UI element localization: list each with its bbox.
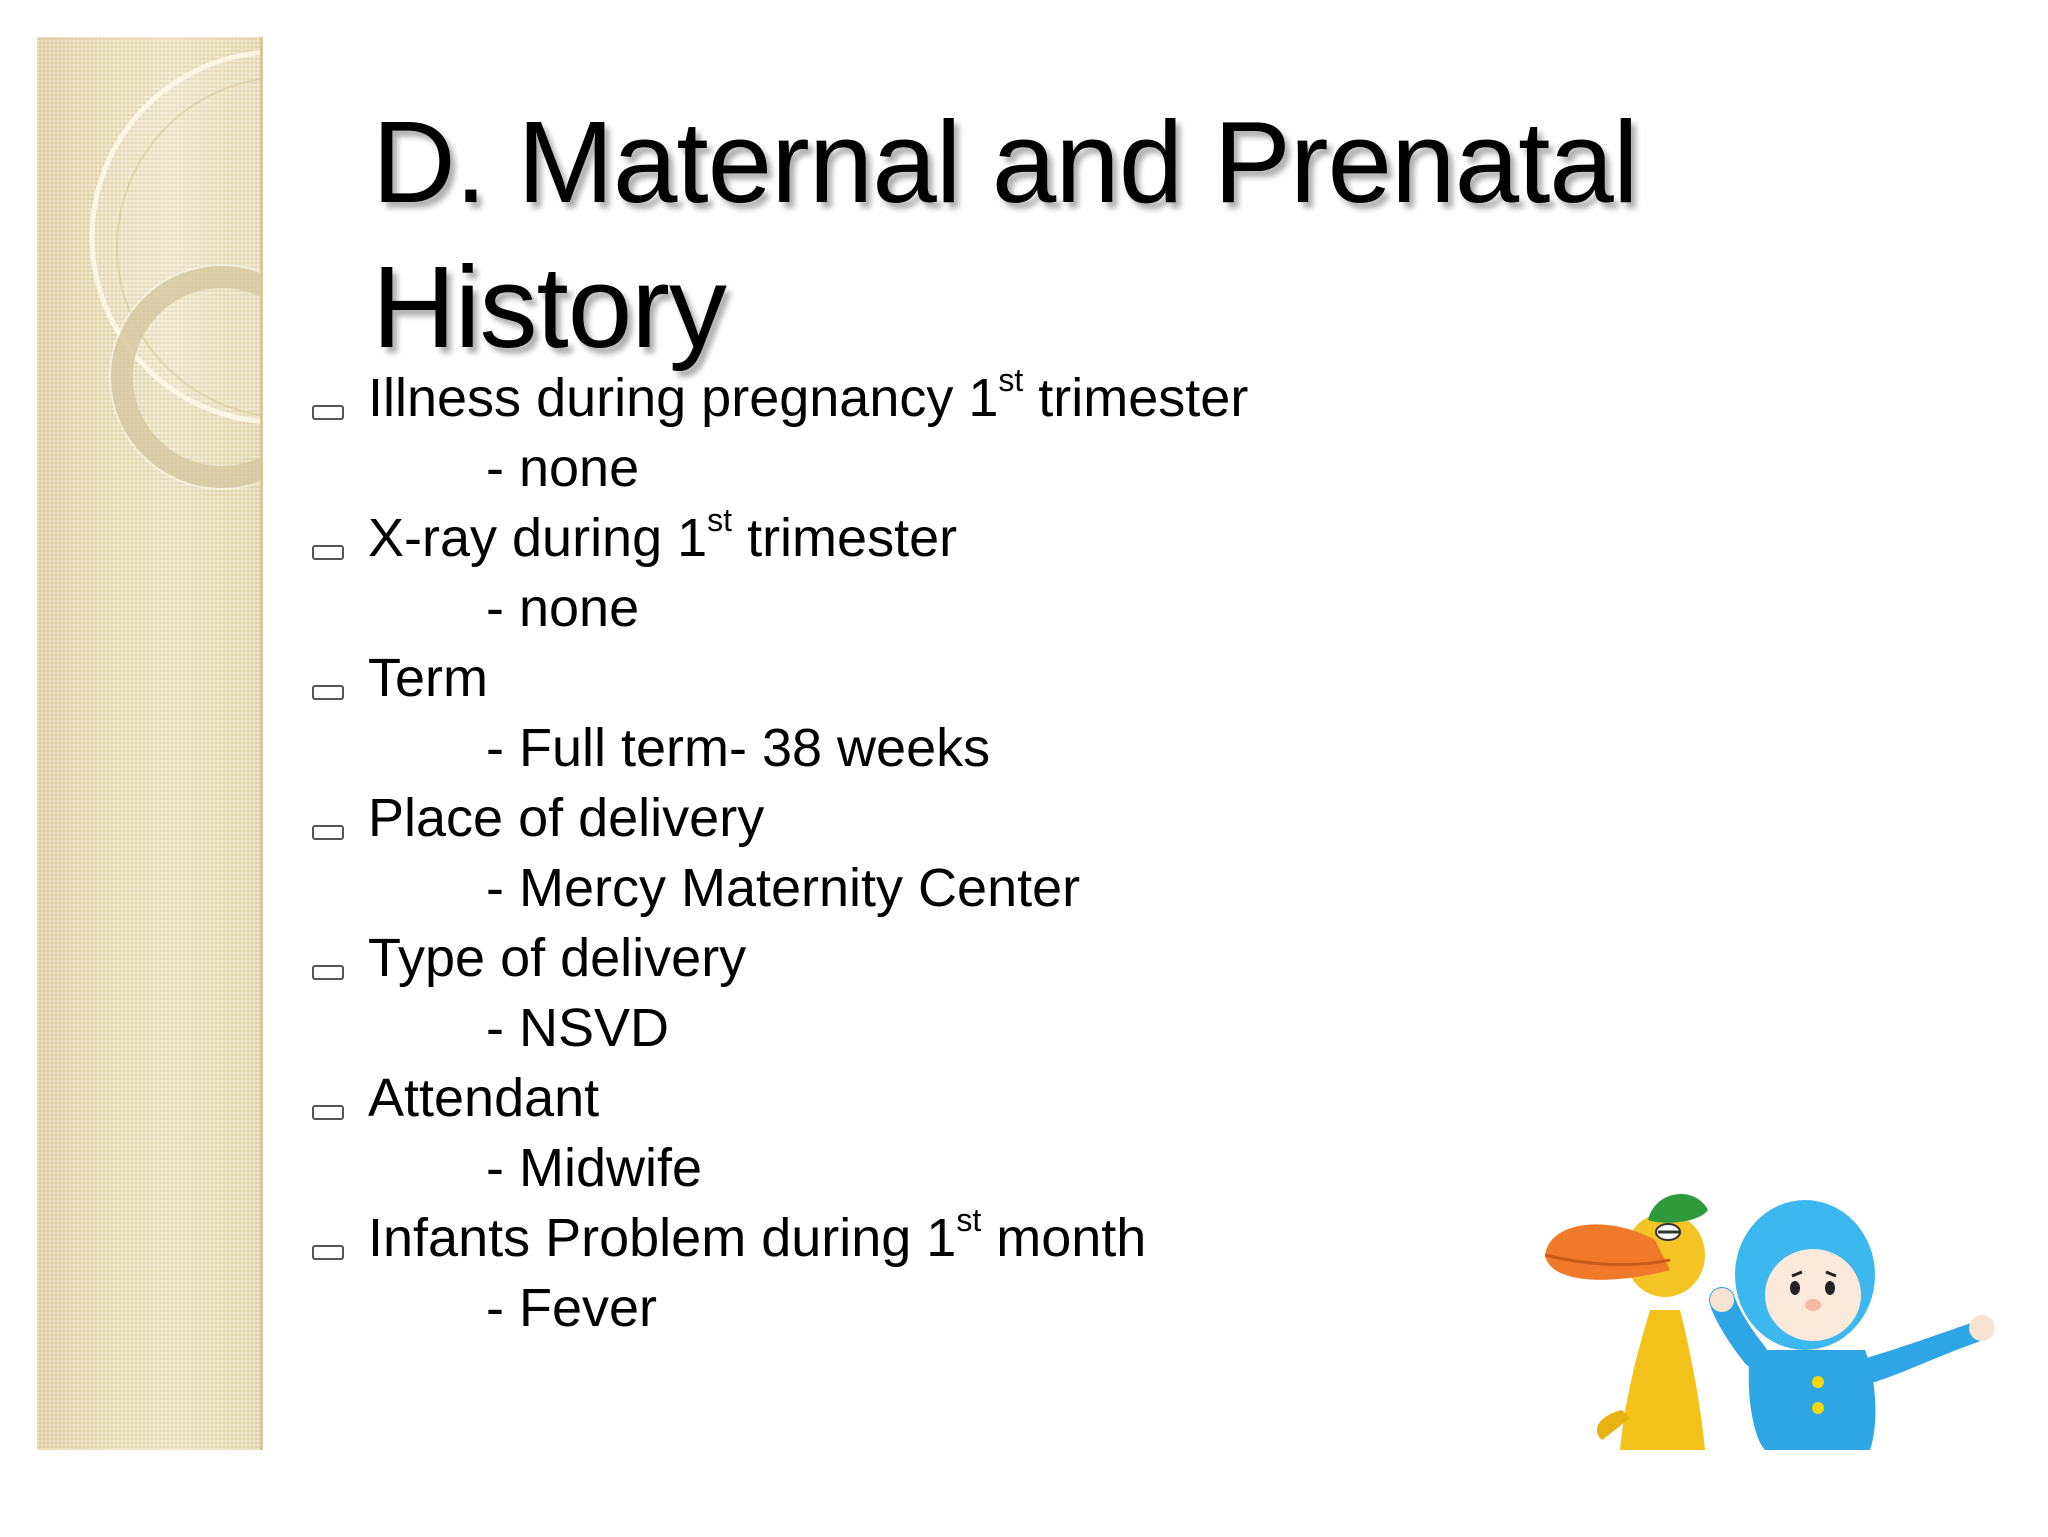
side-decoration-panel [37,37,260,1450]
bullet-detail: - none [486,578,640,638]
bullet-rectangle-icon [312,1245,344,1260]
list-item [308,1063,1508,1203]
bullet-superscript: st [707,502,733,538]
bullet-line [308,643,1508,713]
bullet-detail: - NSVD [486,998,670,1058]
bullet-rectangle-icon [312,825,344,840]
bullet-line [308,923,1508,993]
bullet-label-suffix: trimester [732,508,958,568]
bullet-label: Illness during pregnancy 1 [368,368,999,428]
bullet-detail: - Full term- 38 weeks [486,718,991,778]
bullet-label: X-ray during 1 [368,508,708,568]
bullet-detail: - Mercy Maternity Center [486,858,1081,918]
cartoon-characters-illustration [1530,1160,2010,1450]
list-item [308,1203,1508,1343]
list-item [308,503,1508,643]
list-item [308,363,1508,503]
bullet-superscript: st [998,362,1024,398]
bullet-label: Attendant [368,1068,600,1128]
bullet-rectangle-icon [312,685,344,700]
bullet-label: Type of delivery [368,928,747,988]
list-item [308,643,1508,783]
bullet-line [308,783,1508,853]
bullet-rectangle-icon [312,405,344,420]
bullet-rectangle-icon [312,1105,344,1120]
bullet-superscript: st [956,1202,982,1238]
bullet-line [308,363,1508,433]
bullet-rectangle-icon [312,545,344,560]
bullet-line [308,1063,1508,1133]
bullet-detail: - none [486,438,640,498]
bullet-list [308,363,1508,1343]
list-item [308,923,1508,1063]
bullet-line [308,503,1508,573]
bullet-label: Term [368,648,488,708]
bullet-detail: - Fever [486,1278,658,1338]
circle-swirl-icon [37,37,260,1450]
bullet-label: Infants Problem during 1 [368,1208,957,1268]
bullet-detail: - Midwife [486,1138,703,1198]
bullet-label-suffix: trimester [1023,368,1249,428]
list-item [308,783,1508,923]
slide-title: D. Maternal and Prenatal History [372,97,1638,372]
bullet-line [308,1203,1508,1273]
bullet-label-suffix: month [981,1208,1147,1268]
bullet-rectangle-icon [312,965,344,980]
bullet-label: Place of delivery [368,788,765,848]
